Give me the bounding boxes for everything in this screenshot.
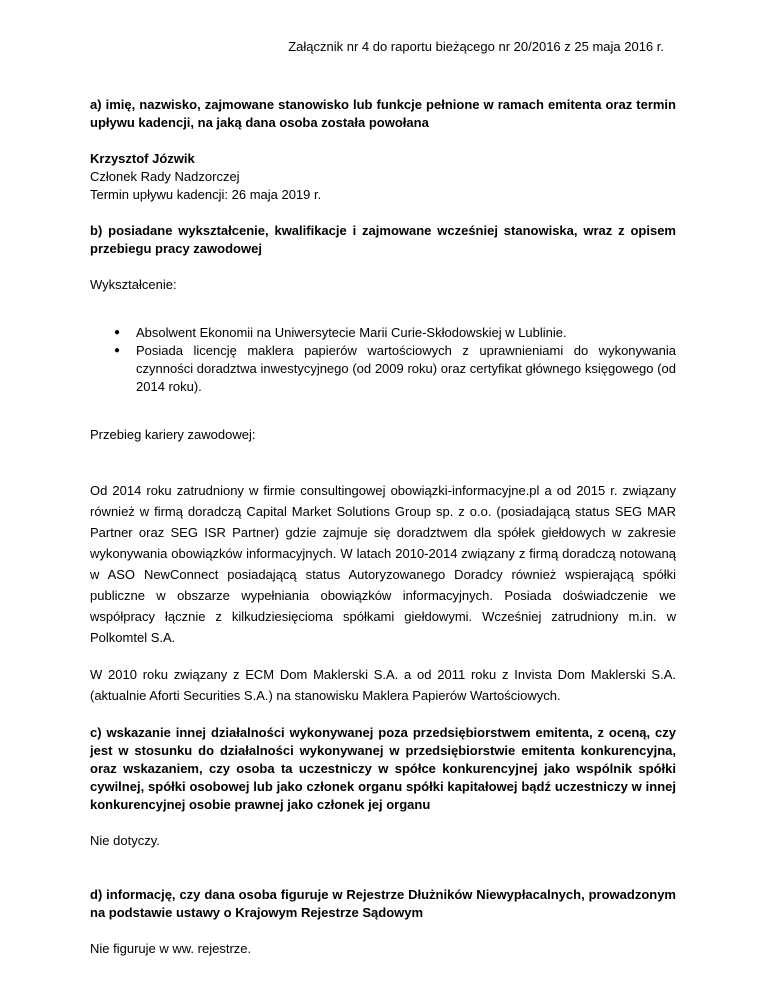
document-body — [90, 96, 676, 958]
section-d-heading: d) informację, czy dana osoba figuruje w Rejestrze Dłużników Niewypłacalnych, prowadzonym na podstawie ustawy o Krajowym Rejestrze Sądowym — [90, 887, 676, 920]
section-a-heading: a) imię, nazwisko, zajmowane stanowisko lub funkcje pełnione w ramach emitenta oraz termin upływu kadencji, na jaką dana osoba została powołana — [90, 97, 676, 130]
attachment-header-note: Załącznik nr 4 do raportu bieżącego nr 20/2016 z 25 maja 2016 r. — [288, 39, 664, 54]
section-b-heading: b) posiadane wykształcenie, kwalifikacje i zajmowane wcześniej stanowiska, wraz z opisem przebiegu pracy zawodowej — [90, 223, 676, 256]
term-of-office: Termin upływu kadencji: 26 maja 2019 r. — [90, 187, 322, 202]
person-position: Członek Rady Nadzorczej — [90, 169, 240, 184]
section-c-heading: c) wskazanie innej działalności wykonywanej poza przedsiębiorstwem emitenta, z oceną, czy jest w stosunku do działalności wykonywanej w przedsiębiorstwie emitenta konkurencyjna, oraz wskazaniem, czy osoba ta uczestniczy w spółce konkurencyjnej jako wspólnik spółki cywilnej, spółki osobowej lub jako członek organu spółki kapitałowej bądź uczestniczy w innej konkurencyjnej osobie prawnej jako członek jej organu — [90, 725, 676, 812]
list-item — [90, 324, 676, 342]
career-paragraph-2: W 2010 roku związany z ECM Dom Maklerski S.A. a od 2011 roku z Invista Dom Maklerski S.A. (aktualnie Aforti Securities S.A.) na stanowisku Maklera Papierów Wartościowych. — [90, 667, 676, 703]
section-d-answer: Nie figuruje w ww. rejestrze. — [90, 941, 252, 956]
education-item-text: Posiada licencję maklera papierów wartościowych z uprawnieniami do wykonywania czynności doradztwa inwestycyjnego (od 2009 roku) oraz certyfikat głównego księgowego (od 2014 roku). — [136, 343, 676, 394]
section-c-answer: Nie dotyczy. — [90, 833, 160, 848]
career-paragraph-1: Od 2014 roku zatrudniony w firmie consultingowej obowiązki-informacyjne.pl a od 2015 r. związany również w firmą doradczą Capital Market Solutions Group sp. z o.o. (posiadającą status SEG MAR Partner oraz SEG ISR Partner) gdzie zajmuje się doradztwem dla spółek giełdowych w zakresie wykonywania obowiązków informacyjnych. W latach 2010-2014 związany z firmą doradczą notowaną w ASO NewConnect posiadającą status Autoryzowanego Doradcy również wspierającą spółki publiczne w obszarze wypełniania obowiązków informacyjnych. Posiada doświadczenie we współpracy łącznie z kilkudziesięcioma spółkami giełdowymi. Wcześniej zatrudniony m.in. w Polkomtel S.A. — [90, 483, 676, 645]
education-item-text: Absolwent Ekonomii na Uniwersytecie Marii Curie-Skłodowskiej w Lublinie. — [136, 325, 567, 340]
career-label: Przebieg kariery zawodowej: — [90, 427, 256, 442]
list-item — [90, 342, 676, 396]
bullet-icon: ● — [114, 327, 121, 338]
person-name: Krzysztof Józwik — [90, 151, 195, 166]
bullet-icon: ● — [114, 345, 121, 356]
education-label: Wykształcenie: — [90, 277, 177, 292]
education-list — [90, 324, 676, 396]
